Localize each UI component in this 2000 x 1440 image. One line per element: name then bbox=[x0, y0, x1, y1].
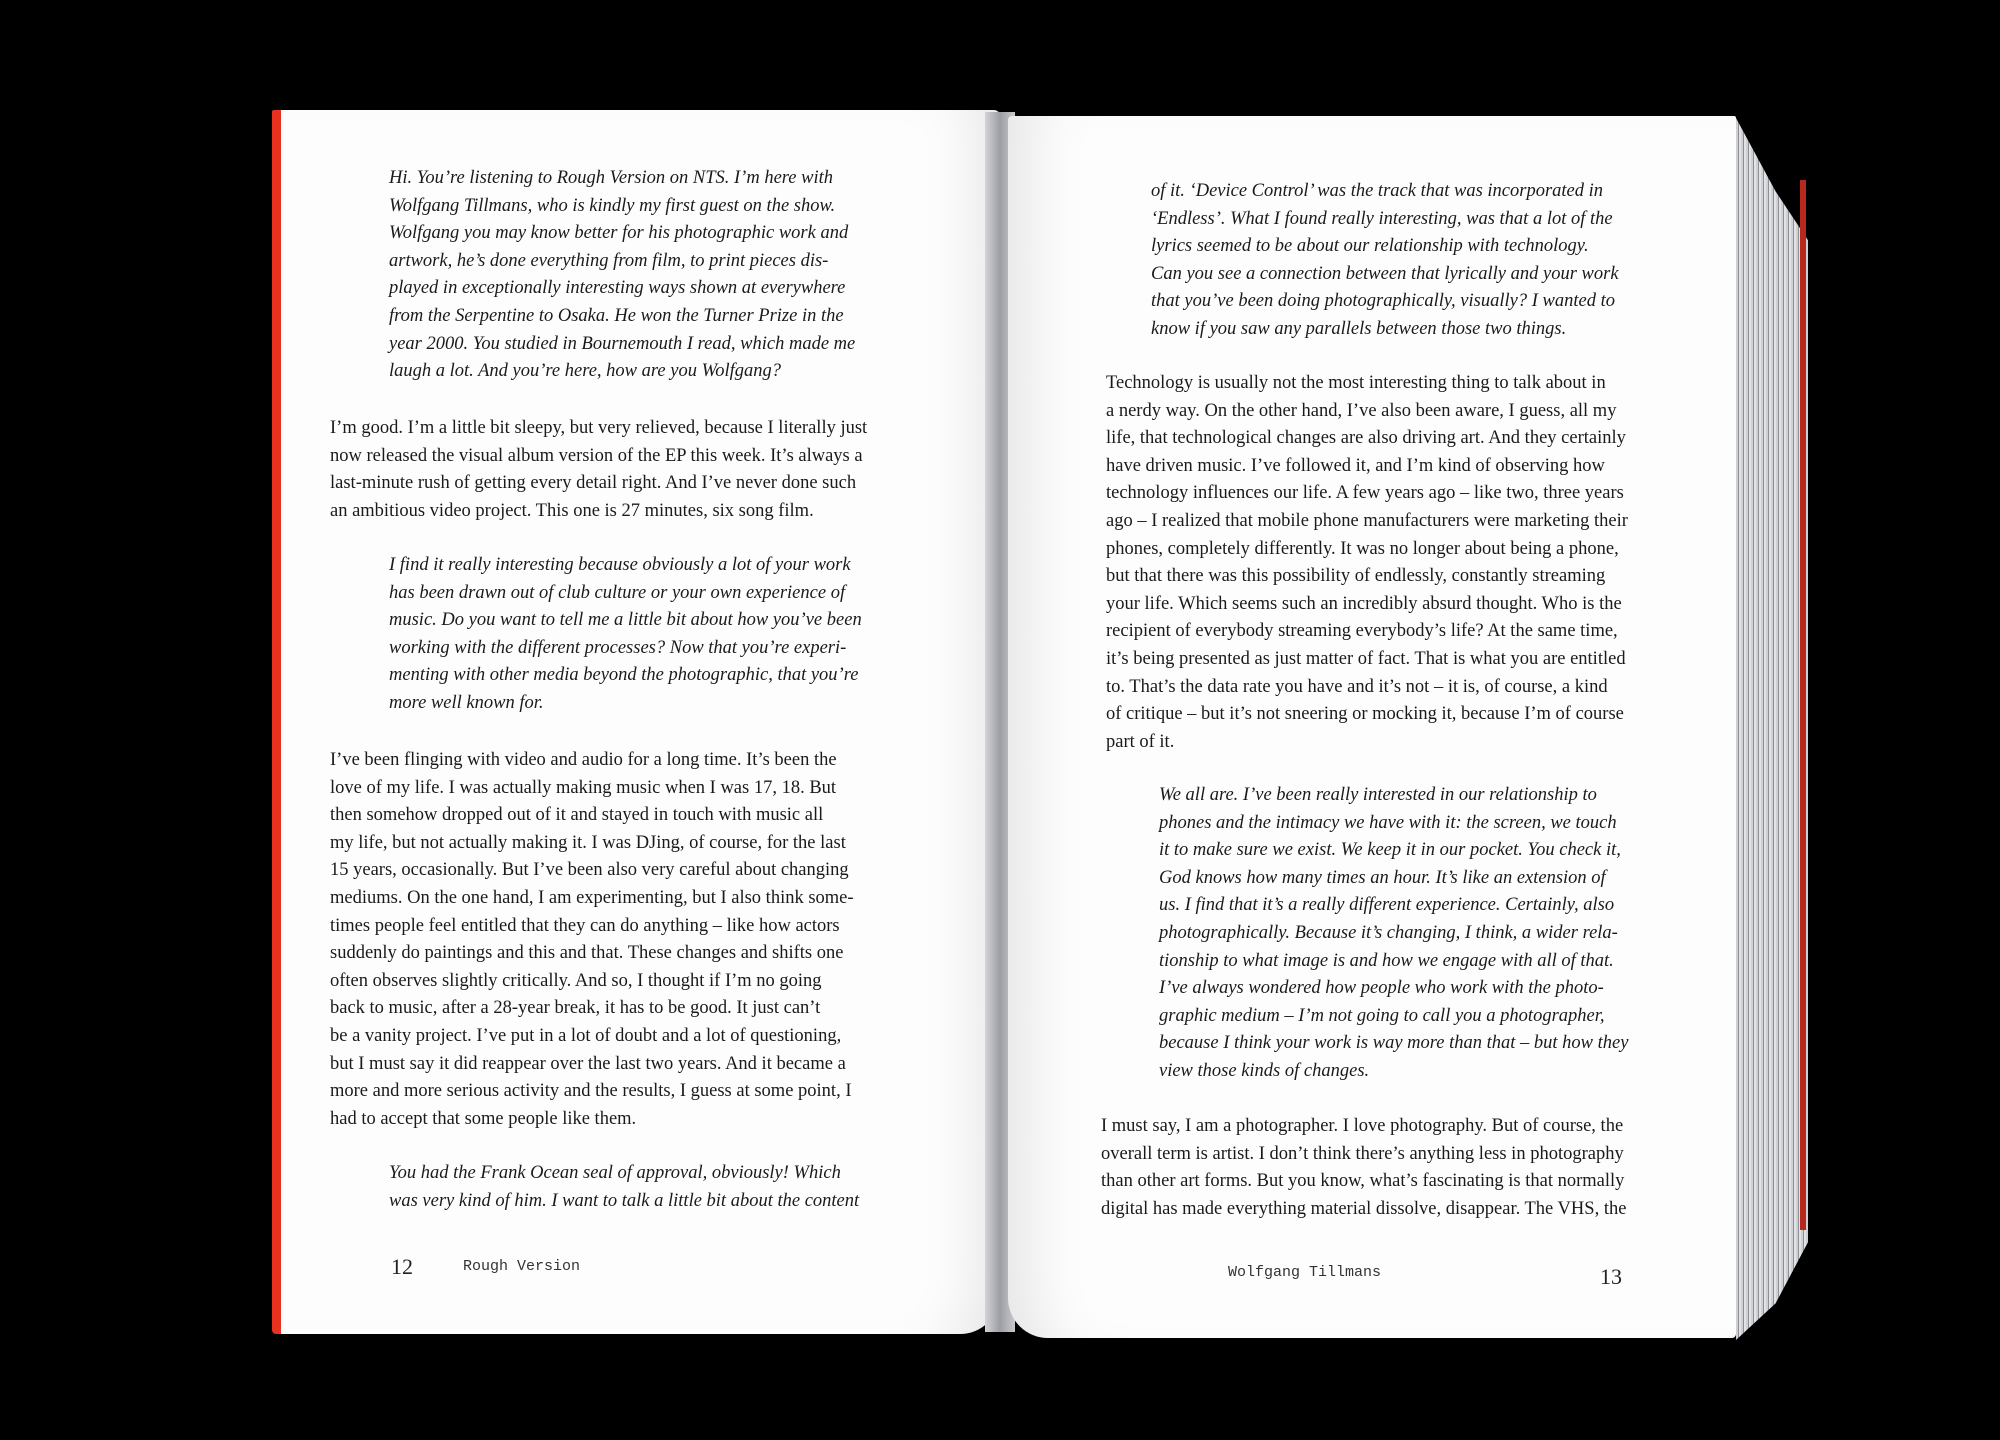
interview-question-4: We all are. I’ve been really interested in our relationship to phones and the intimacy we have with it: the screen, we touch it to make sure we exist. We keep it in our pocket. You check it, God knows how many times an hour. It’s like an extension of us. I find that it’s a really different experience. Certainly, also photographically. Because it’s changing, I think, a wider rela- tionship to what image is and how we engage with all of that. I’ve always wondered how people who work with the photo- graphic medium – I’m not going to call you a photographer, because I think your work is way more than that – but how they view those kinds of changes. bbox=[1159, 785, 1629, 1081]
page-number-right: 13 bbox=[1600, 1264, 1622, 1289]
page-edges bbox=[1736, 118, 1808, 1340]
red-edge-stripe bbox=[1800, 180, 1806, 1230]
interview-answer-3: Technology is usually not the most interesting thing to talk about in a nerdy way. On the other hand, I’ve also been aware, I guess, all my life, that technological changes are also driving art. And they certainly have driven music. I’ve followed it, and I’m kind of observing how technology influences our life. A few years ago – like two, three years ago – I realized that mobile phone manufacturers were marketing their phones, completely differently. It was no longer about being a phone, but that there was this possibility of endlessly, constantly streaming your life. Which seems such an incredibly absurd thought. Who is the recipient of everybody streaming everybody’s life? At the same time, it’s being presented as just matter of fact. That is what you are entitled to. That’s the data rate you have and it’s not – it is, of course, a kind of critique – but it’s not sneering or mocking it, because I’m of course part of it. bbox=[1106, 373, 1628, 752]
interview-question-1: Hi. You’re listening to Rough Version on NTS. I’m here with Wolfgang Tillmans, who is kindly my first guest on the show. Wolfgang you may know better for his photographic work and artwork, he’s done everything from film, to print pieces dis- played in exceptionally interesting ways shown at everywhere from the Serpentine to Osaka. He won the Turner Prize in the year 2000. You studied in Bournemouth I read, which made me laugh a lot. And you’re here, how are you Wolfgang? bbox=[389, 168, 856, 382]
interview-answer-2: I’ve been flinging with video and audio for a long time. It’s been the love of my life. I was actually making music when I was 17, 18. But then somehow dropped out of it and stayed in touch with music all my life, but not actually making it. I was DJing, of course, for the last 15 years, occasionally. But I’ve been also very careful about changing mediums. On the one hand, I am experimenting, but I also think some- times people feel entitled that they can do anything – like how actors suddenly do paintings and this and that. These changes and shifts one often observes slightly critically. And so, I thought if I’m no going back to music, after a 28-year break, it has to be good. It just can’t be a vanity project. I’ve put in a lot of doubt and a lot of questioning, but I must say it did reappear over the last two years. And it became a more and more serious activity and the results, I guess at some point, I had to accept that some people like them. bbox=[330, 750, 854, 1129]
running-head-left: Rough Version bbox=[463, 1258, 581, 1275]
page-number-left: 12 bbox=[391, 1254, 413, 1279]
running-head-right: Wolfgang Tillmans bbox=[1228, 1264, 1382, 1281]
interview-answer-1: I’m good. I’m a little bit sleepy, but very relieved, because I literally just now released the visual album version of the EP this week. It’s always a last-minute rush of getting every detail right. And I’ve never done such an ambitious video project. This one is 27 minutes, six song film. bbox=[330, 418, 868, 521]
interview-answer-4: I must say, I am a photographer. I love photography. But of course, the overall term is artist. I don’t think there’s anything less in photography than other art forms. But you know, what’s fascinating is that normally digital has made everything material dissolve, disappear. The VHS, the bbox=[1101, 1116, 1627, 1219]
interview-question-3-continued: of it. ‘Device Control’ was the track that was incorporated in ‘Endless’. What I found really interesting, was that a lot of the lyrics seemed to be about our relationship with technology. Can you see a connection between that lyrically and your work that you’ve been doing photographically, visually? I wanted to know if you saw any parallels between those two things. bbox=[1151, 181, 1619, 339]
interview-question-2: I find it really interesting because obviously a lot of your work has been drawn out of club culture or your own experience of music. Do you want to tell me a little bit about how you’ve been working with the different processes? Now that you’re experi- menting with other media beyond the photographic, that you’re more well known for. bbox=[389, 555, 862, 713]
interview-question-3: You had the Frank Ocean seal of approval, obviously! Which was very kind of him. I want to talk a little bit about the content bbox=[389, 1163, 860, 1211]
